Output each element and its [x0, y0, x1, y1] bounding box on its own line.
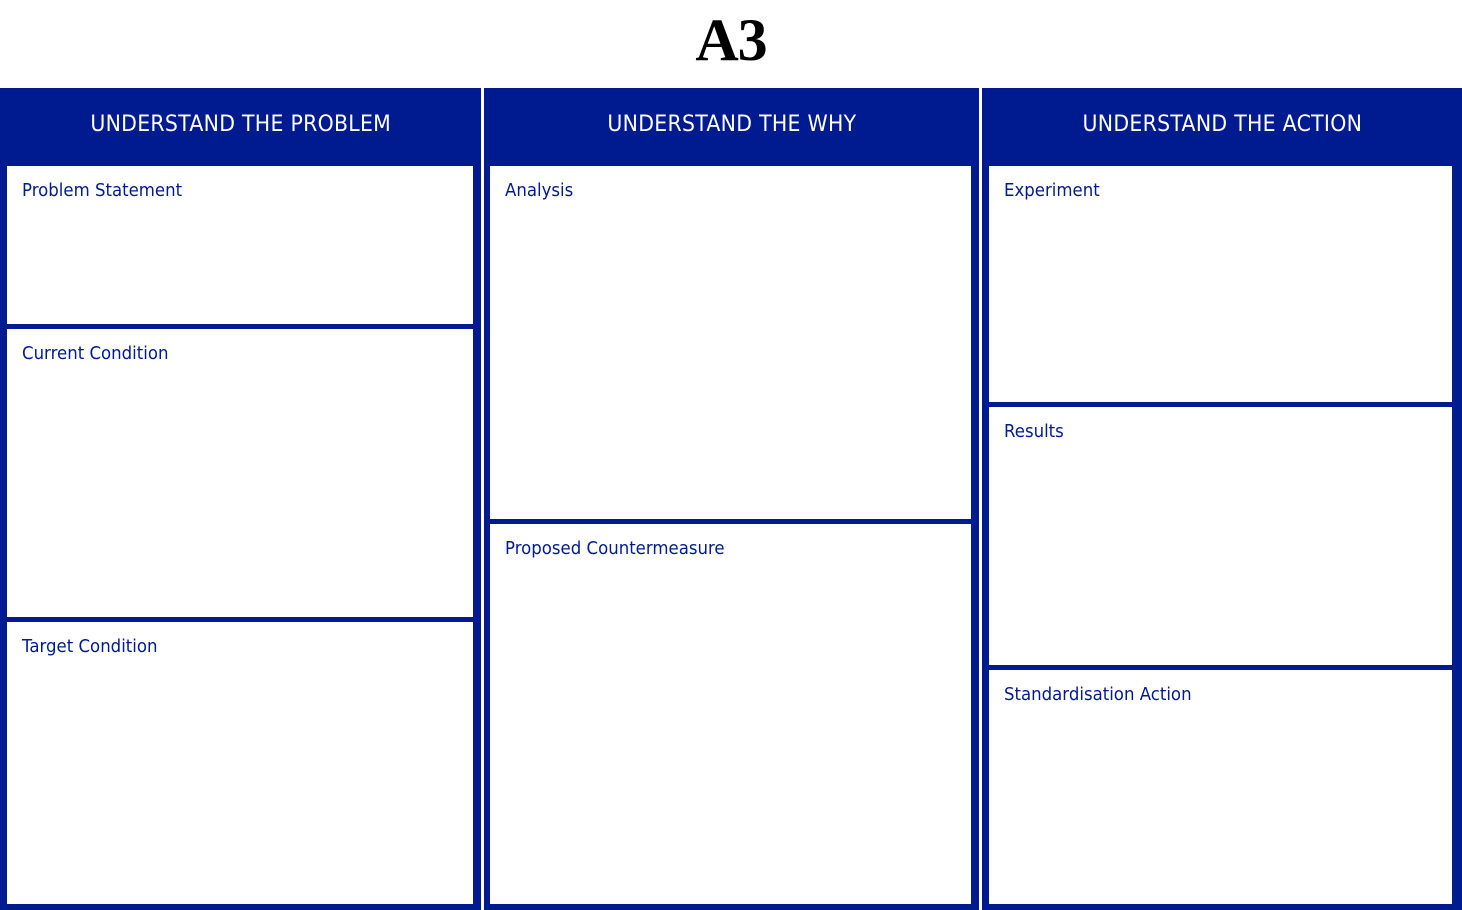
- page-title: A3: [695, 7, 767, 73]
- panel-experiment[interactable]: [989, 166, 1452, 402]
- panel-label: Problem Statement: [22, 180, 183, 201]
- panel-label: Experiment: [1004, 180, 1100, 201]
- a3-board: [0, 88, 1462, 910]
- column-header-label: UNDERSTAND THE PROBLEM: [90, 111, 391, 137]
- panel-label: Results: [1004, 421, 1064, 442]
- panel-current-condition[interactable]: [7, 329, 473, 617]
- panel-label: Proposed Countermeasure: [505, 538, 725, 559]
- column-header: [982, 88, 1462, 160]
- panel-target-condition[interactable]: [7, 622, 473, 904]
- column-understand-the-why: [484, 88, 979, 910]
- column-understand-the-problem: [0, 88, 481, 910]
- column-header: [0, 88, 481, 160]
- column-header-label: UNDERSTAND THE ACTION: [1082, 111, 1362, 137]
- panel-label: Standardisation Action: [1004, 684, 1192, 705]
- panel-label: Current Condition: [22, 343, 169, 364]
- panel-analysis[interactable]: [490, 166, 971, 519]
- panel-results[interactable]: [989, 407, 1452, 665]
- panel-label: Target Condition: [22, 636, 158, 657]
- panel-proposed-countermeasure[interactable]: [490, 524, 971, 904]
- panel-standardisation-action[interactable]: [989, 670, 1452, 904]
- column-understand-the-action: [982, 88, 1462, 910]
- column-header: [484, 88, 979, 160]
- panel-problem-statement[interactable]: [7, 166, 473, 324]
- panel-label: Analysis: [505, 180, 574, 201]
- column-header-label: UNDERSTAND THE WHY: [606, 111, 857, 137]
